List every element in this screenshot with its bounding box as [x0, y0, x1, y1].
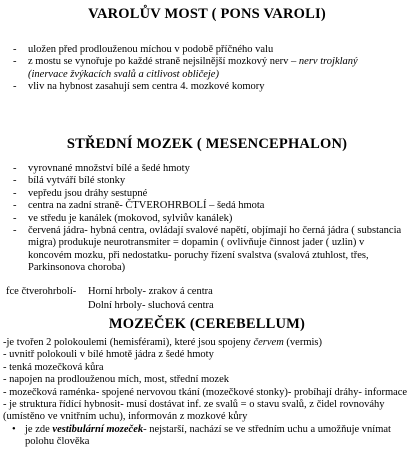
text-line: -je tvořen 2 polokoulemi (hemisférami), které jsou spojeny červem (vermis) [3, 337, 322, 348]
heading-mozecek: MOZEČEK (CEREBELLUM) [108, 316, 306, 332]
fce-row-dolni: Dolní hrboly- sluchová centra [88, 300, 214, 311]
list-item: - bílá vytváří bílé stonky [4, 175, 408, 187]
text-line: - je struktura řídící hybnosit- musí dostávat inf. ze svalů = o stavu svalů, z čidel rovnováhy (umístěno ve vnitřním uchu), informován z mozkové kůry [3, 398, 385, 423]
varoluv-most-list [4, 44, 404, 94]
text-line: - mozečková raménka- spojené nervovou tkání (mozečkové stonky)- probíhají dráhy- informace [3, 386, 408, 398]
list-item: - vyrovnané množství bílé a šedé hmoty [4, 163, 408, 175]
text-line: - napojen na prodlouženou mích, most, střední mozek [3, 374, 229, 386]
nerv-trojklany: nerv trojklaný [298, 56, 358, 68]
list-item: - červená jádra- hybná centra, ovládají svalové napětí, objímají ho černá jádra ( substancia migra) produkuje neurotransmiter = dopamin ( ovlivňuje činnost jader ( uzlin) v koncovém mozku, při nedostatku- poruchy řízení svalstva (svalová ztuhlost, třes, Parkinsonova choroba) [4, 225, 408, 275]
bullet-item: • je zde vestibulární mozeček- nejstarší, nachází se ve středním uchu a umožňuje vnímat polohu člověka [3, 424, 411, 449]
list-item: - vliv na hybnost zasahují sem centra 4. mozkové komory [4, 81, 404, 93]
stredni-mozek-list [4, 163, 408, 274]
list-item: - ve středu je kanálek (mokovod, sylviův kanálek) [4, 213, 408, 225]
nerv-detail: (inervace žvýkacích svalů a citlivost obličeje) [28, 68, 219, 80]
mozecek-text [3, 337, 411, 448]
vestibularni-term: vestibulární mozeček [52, 423, 144, 435]
cervem-term: červem [253, 337, 284, 348]
list-item: - uložen před prodlouženou míchou v podobě příčného valu [4, 44, 404, 56]
fce-row-horni: Horní hrboly- zrakov á centra [88, 286, 213, 297]
list-item [4, 56, 404, 81]
text-line: - uvnitř polokouli v bílé hmotě jádra z šedé hmoty [3, 349, 214, 361]
list-item: - centra na zadní straně- ČTVEROHRBOLÍ – šedá hmota [4, 200, 408, 212]
heading-stredni-mozek: STŘEDNÍ MOZEK ( MESENCEPHALON) [66, 136, 348, 152]
fce-ctverohrboli [6, 286, 406, 314]
list-item: - vepředu jsou dráhy sestupné [4, 188, 408, 200]
fce-label: fce čtverohrbolí- [6, 286, 77, 297]
list-item-text: z mostu se vynořuje po každé straně nejsilnější mozkový nerv – [28, 56, 297, 68]
text-line: - tenká mozečková kůra [3, 361, 104, 373]
heading-varoluv-most: VAROLŮV MOST ( PONS VAROLI) [88, 6, 326, 22]
